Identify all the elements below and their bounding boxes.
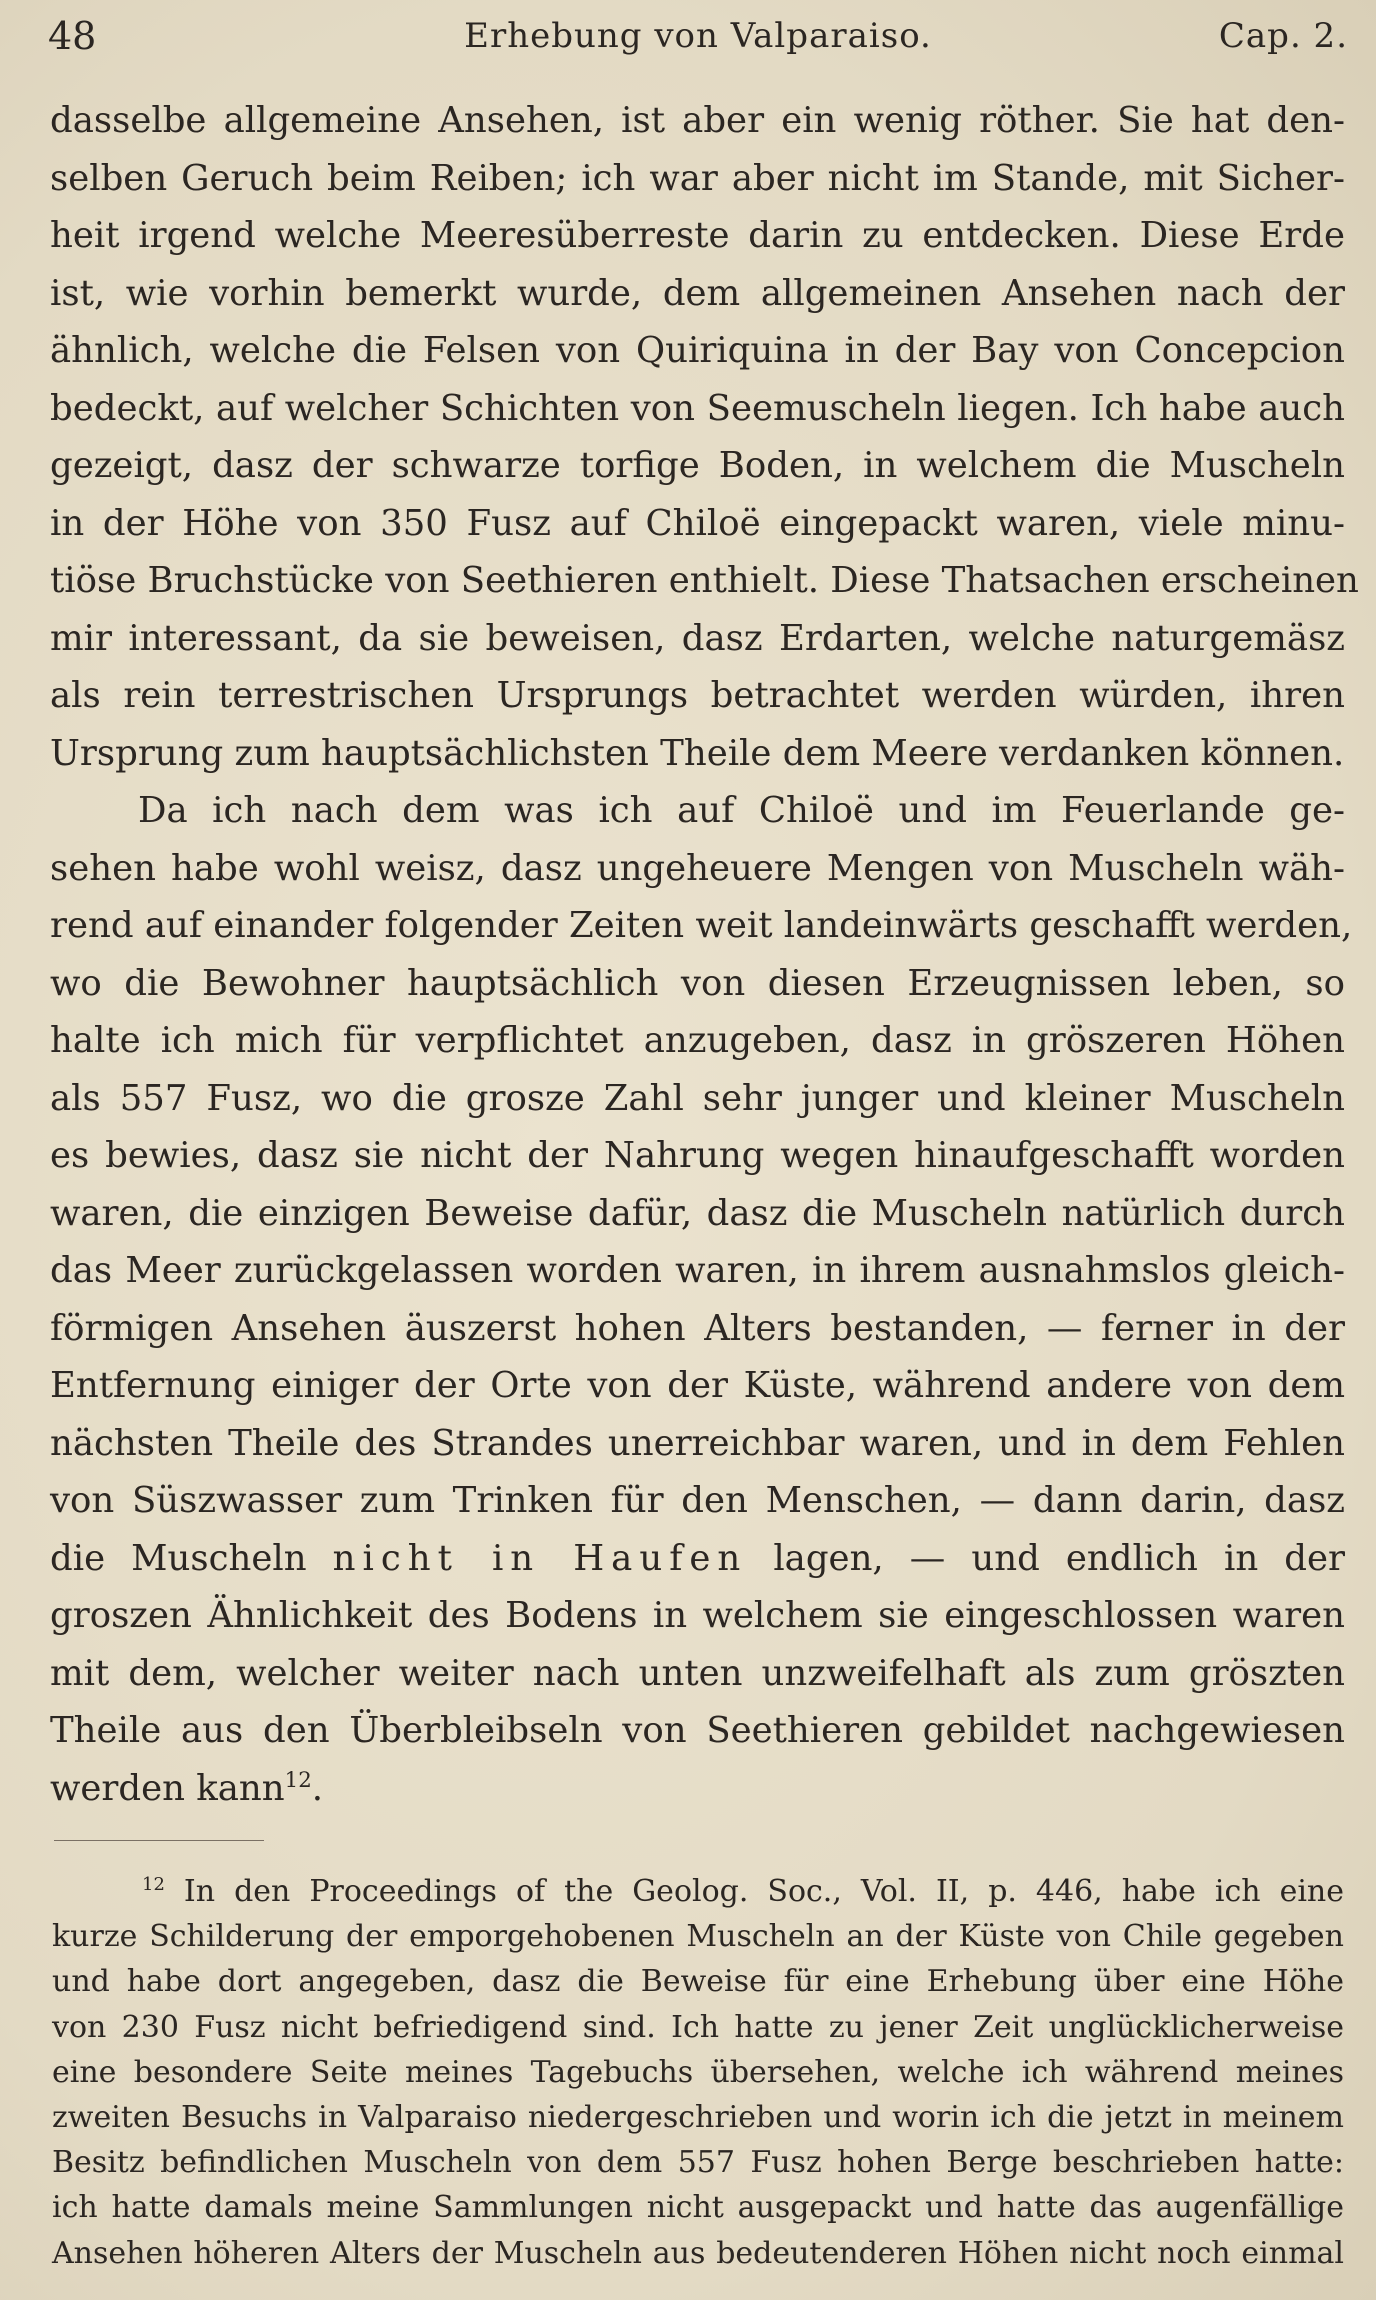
body-line: in der Höhe von 350 Fusz auf Chiloë eingepackt waren, viele minu- (50, 502, 1345, 544)
footnote-marker: 12 (142, 1874, 165, 1895)
footnote (52, 1869, 1344, 2276)
body-line: mit dem, welcher weiter nach unten unzweifelhaft als zum gröszten (50, 1652, 1345, 1694)
chapter-label: Cap. 2. (1218, 16, 1348, 56)
footnote-reference: 12 (284, 1767, 312, 1793)
footnote-rule (54, 1840, 264, 1841)
footnote-line: kurze Schilderung der emporgehobenen Muscheln an der Küste von Chile gegeben (52, 1919, 1344, 1955)
body-line: wo die Bewohner hauptsächlich von diesen Erzeugnissen leben, so (50, 962, 1345, 1004)
footnote-line: Ansehen höheren Alters der Muscheln aus bedeutenderen Höhen nicht noch einmal (52, 2235, 1344, 2271)
body-line (50, 1760, 1345, 1818)
footnote-line: und habe dort angegeben, dasz die Beweise für eine Erhebung über eine Höhe (52, 1964, 1344, 2000)
footnote-line: eine besondere Seite meines Tagebuchs übersehen, welche ich während meines (52, 2054, 1344, 2090)
body-text-segment: lagen, — und endlich in der (773, 1537, 1345, 1579)
body-line: Ursprung zum hauptsächlichsten Theile dem Meere verdanken können. (50, 732, 1345, 774)
paragraph-start-line: Da ich nach dem was ich auf Chiloë und im Feuerlande ge- (138, 790, 1345, 831)
body-line: groszen Ähnlichkeit des Bodens in welchem sie eingeschlossen waren (50, 1595, 1345, 1636)
footnote-line (52, 1869, 1344, 1914)
body-line: halte ich mich für verpflichtet anzugeben, dasz in gröszeren Höhen (50, 1020, 1345, 1061)
page-number: 48 (48, 14, 97, 58)
body-line: von Süszwasser zum Trinken für den Menschen, — dann darin, dasz (50, 1480, 1345, 1521)
footnote-text: In den Proceedings of the Geolog. Soc., Vol. II, p. 446, habe ich eine (183, 1874, 1344, 1909)
body-text-segment: werden kann (50, 1767, 285, 1809)
body-line: Theile aus den Überbleibseln von Seethieren gebildet nachgewiesen (50, 1710, 1345, 1751)
body-line: gezeigt, dasz der schwarze torfige Boden, in welchem die Muscheln (50, 445, 1345, 486)
footnote-line: ich hatte damals meine Sammlungen nicht ausgepackt und hatte das augenfällige (52, 2190, 1344, 2226)
body-text-segment: . (311, 1767, 324, 1809)
body-line: ähnlich, welche die Felsen von Quiriquina in der Bay von Concepcion (50, 330, 1345, 371)
emphasized-text: nicht in Haufen (332, 1537, 748, 1579)
body-line: heit irgend welche Meeresüberreste darin zu entdecken. Diese Erde (50, 215, 1345, 256)
body-line: förmigen Ansehen äuszerst hohen Alters bestanden, — ferner in der (50, 1307, 1345, 1349)
running-title: Erhebung von Valparaiso. (464, 16, 932, 56)
body-line (50, 1530, 1345, 1588)
body-text (50, 92, 1359, 1817)
body-line: als 557 Fusz, wo die grosze Zahl sehr junger und kleiner Muscheln (50, 1077, 1345, 1119)
body-line: dasselbe allgemeine Ansehen, ist aber ein wenig röther. Sie hat den- (50, 100, 1345, 141)
body-line: mir interessant, da sie beweisen, dasz Erdarten, welche naturgemäsz (50, 617, 1345, 659)
running-head (48, 6, 1348, 66)
body-line: nächsten Theile des Strandes unerreichbar waren, und in dem Fehlen (50, 1422, 1345, 1464)
body-line: tiöse Bruchstücke von Seethieren enthielt. Diese Thatsachen erscheinen (50, 560, 1359, 601)
footnote-line: Besitz befindlichen Muscheln von dem 557 Fusz hohen Berge beschrieben hatte: (52, 2145, 1344, 2181)
body-text-segment: die Muscheln (50, 1537, 307, 1579)
body-line: selben Geruch beim Reiben; ich war aber nicht im Stande, mit Sicher- (50, 157, 1345, 199)
body-line: ist, wie vorhin bemerkt wurde, dem allgemeinen Ansehen nach der (50, 272, 1345, 314)
body-line: waren, die einzigen Beweise dafür, dasz die Muscheln natürlich durch (50, 1192, 1345, 1234)
body-line: rend auf einander folgender Zeiten weit landeinwärts geschafft werden, (50, 905, 1353, 946)
body-line: das Meer zurückgelassen worden waren, in ihrem ausnahmslos gleich- (50, 1250, 1345, 1291)
body-line: bedeckt, auf welcher Schichten von Seemuscheln liegen. Ich habe auch (50, 387, 1345, 429)
footnote-line: zweiten Besuchs in Valparaiso niedergeschrieben und worin ich die jetzt in meinem (52, 2099, 1344, 2135)
body-line: es bewies, dasz sie nicht der Nahrung wegen hinaufgeschafft worden (50, 1135, 1345, 1176)
footnote-line: von 230 Fusz nicht befriedigend sind. Ich hatte zu jener Zeit unglücklicherweise (52, 2009, 1344, 2045)
body-line: sehen habe wohl weisz, dasz ungeheuere Mengen von Muscheln wäh- (50, 847, 1345, 889)
body-line: Entfernung einiger der Orte von der Küste, während andere von dem (50, 1365, 1345, 1406)
body-line: als rein terrestrischen Ursprungs betrachtet werden würden, ihren (50, 675, 1345, 716)
